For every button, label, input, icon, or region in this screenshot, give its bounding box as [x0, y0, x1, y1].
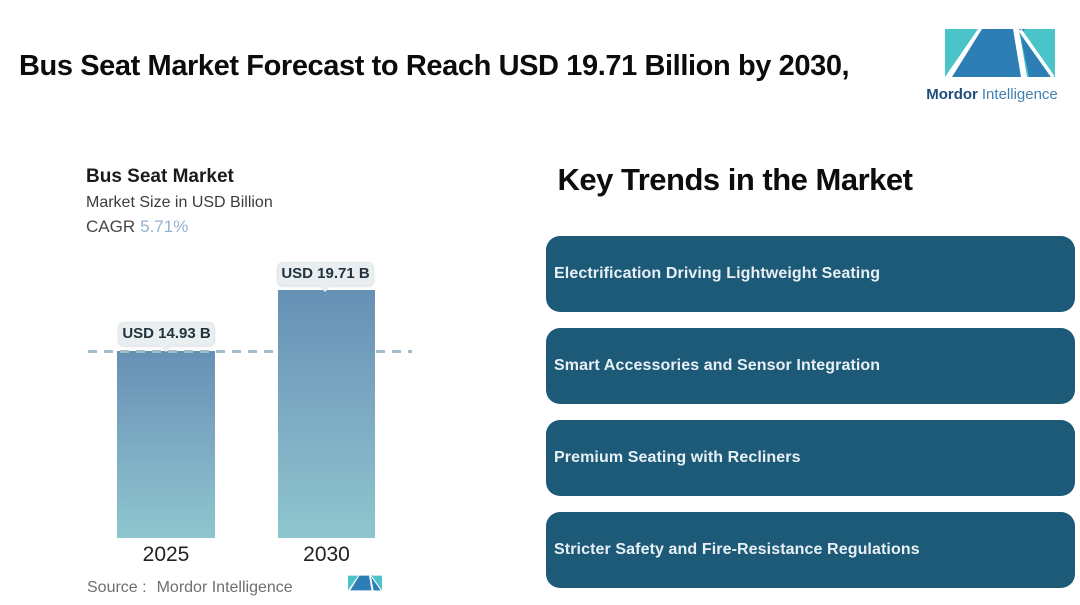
trend-card-premium-seating: [546, 420, 1075, 496]
value-label-pointer-2030: [318, 285, 332, 292]
source-label: Source :: [87, 579, 147, 596]
chart-cagr-row: [86, 217, 188, 237]
page-title: Bus Seat Market Forecast to Reach USD 19.71 Billion by 2030,: [19, 50, 850, 82]
trend-card-label: Premium Seating with Recliners: [554, 449, 801, 466]
trend-card-smart-accessories: [546, 328, 1075, 404]
logo-text-intelligence: Intelligence: [981, 86, 1058, 103]
cagr-label: CAGR: [86, 217, 136, 236]
mordor-logo-icon: [945, 28, 1055, 78]
value-label-pointer-2025: [159, 345, 173, 352]
trend-card-label: Stricter Safety and Fire-Resistance Regulations: [554, 541, 920, 558]
bar-2025: [117, 351, 215, 538]
trend-card-label: Smart Accessories and Sensor Integration: [554, 357, 881, 374]
trend-card-label: Electrification Driving Lightweight Seating: [554, 265, 881, 282]
value-label-2030: USD 19.71 B: [277, 262, 374, 286]
bar-2030: [278, 290, 375, 538]
logo-text-mordor: Mordor: [926, 86, 978, 103]
chart-subtitle: Market Size in USD Billion: [86, 194, 273, 211]
trend-card-electrification: [546, 236, 1075, 312]
axis-label-2030: 2030: [303, 543, 350, 566]
value-label-2025: USD 14.93 B: [118, 322, 215, 346]
trend-card-safety-regulations: [546, 512, 1075, 588]
source-row: [87, 579, 293, 597]
chart-title: Bus Seat Market: [86, 166, 234, 187]
mordor-logo-small-icon: [348, 575, 382, 591]
logo-wordmark: [912, 86, 1072, 103]
axis-label-2025: 2025: [142, 543, 190, 566]
cagr-value: 5.71%: [140, 217, 189, 236]
trends-heading: Key Trends in the Market: [557, 162, 913, 197]
source-value: Mordor Intelligence: [156, 579, 293, 596]
